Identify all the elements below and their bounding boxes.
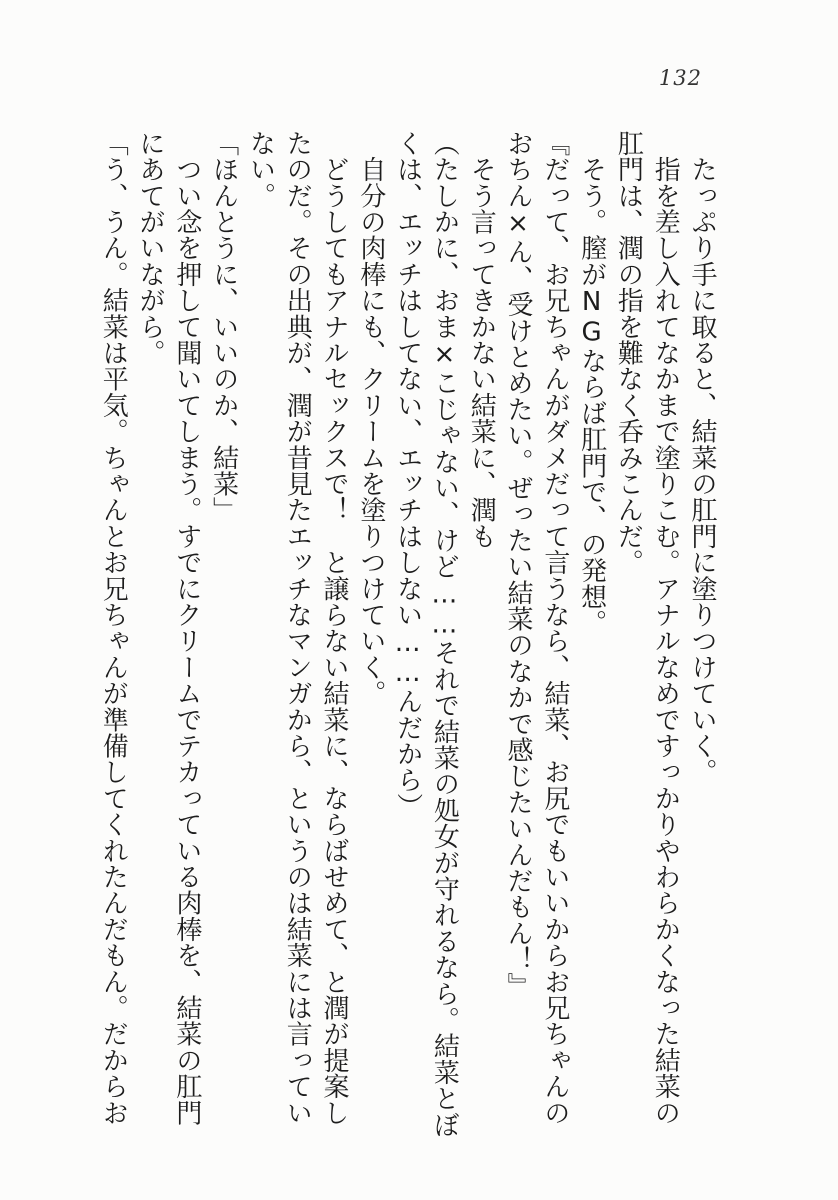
text-line: くは、エッチはしてない、エッチはしない……んだから） [392, 130, 423, 820]
text-line: 肛門は、潤の指を難なく呑みこんだ。 [613, 130, 644, 576]
text-line: 「ほんとうに、いいのか、結菜」 [208, 130, 239, 523]
text-line: 『だって、お兄ちゃんがダメだって言うなら、結菜、お尻でもいいからお兄ちゃんの [539, 130, 570, 1126]
text-line: たのだ。その出典が、潤が昔見たエッチなマンガから、というのは結菜には言ってい [282, 130, 313, 1126]
text-line: 指を差し入れてなかまで塗りこむ。アナルなめですっかりやわらかくなった結菜の [650, 130, 681, 1126]
text-line: （たしかに、おま×こじゃない、けど……それで結菜の処女が守れるなら。結菜とぼ [429, 130, 460, 1138]
text-line: そう。膣がNGならば肛門で、の発想。 [576, 130, 607, 636]
text-line: つい念を押して聞いてしまう。すでにクリームでテカっている肉棒を、結菜の肛門 [171, 130, 202, 1126]
text-line: ない。 [245, 130, 276, 209]
page-number: 132 [658, 66, 702, 90]
text-line: どうしてもアナルセックスで！ と譲らない結菜に、ならばせめて、と潤が提案し [319, 130, 350, 1126]
text-line: にあてがいながら。 [135, 130, 166, 366]
text-line: そう言ってきかない結菜に、潤も [466, 130, 497, 550]
text-line: 自分の肉棒にも、クリームを塗りつけていく。 [355, 130, 386, 707]
text-line: おちん×ん、受けとめたい。ぜったい結菜のなかで感じたいんだもん！』 [503, 130, 534, 999]
text-line: たっぷり手に取ると、結菜の肛門に塗りつけていく。 [687, 130, 717, 785]
text-line: 「う、うん。結菜は平気。ちゃんとお兄ちゃんが準備してくれたんだもん。だからお [98, 130, 129, 1126]
body-text [94, 130, 720, 1138]
